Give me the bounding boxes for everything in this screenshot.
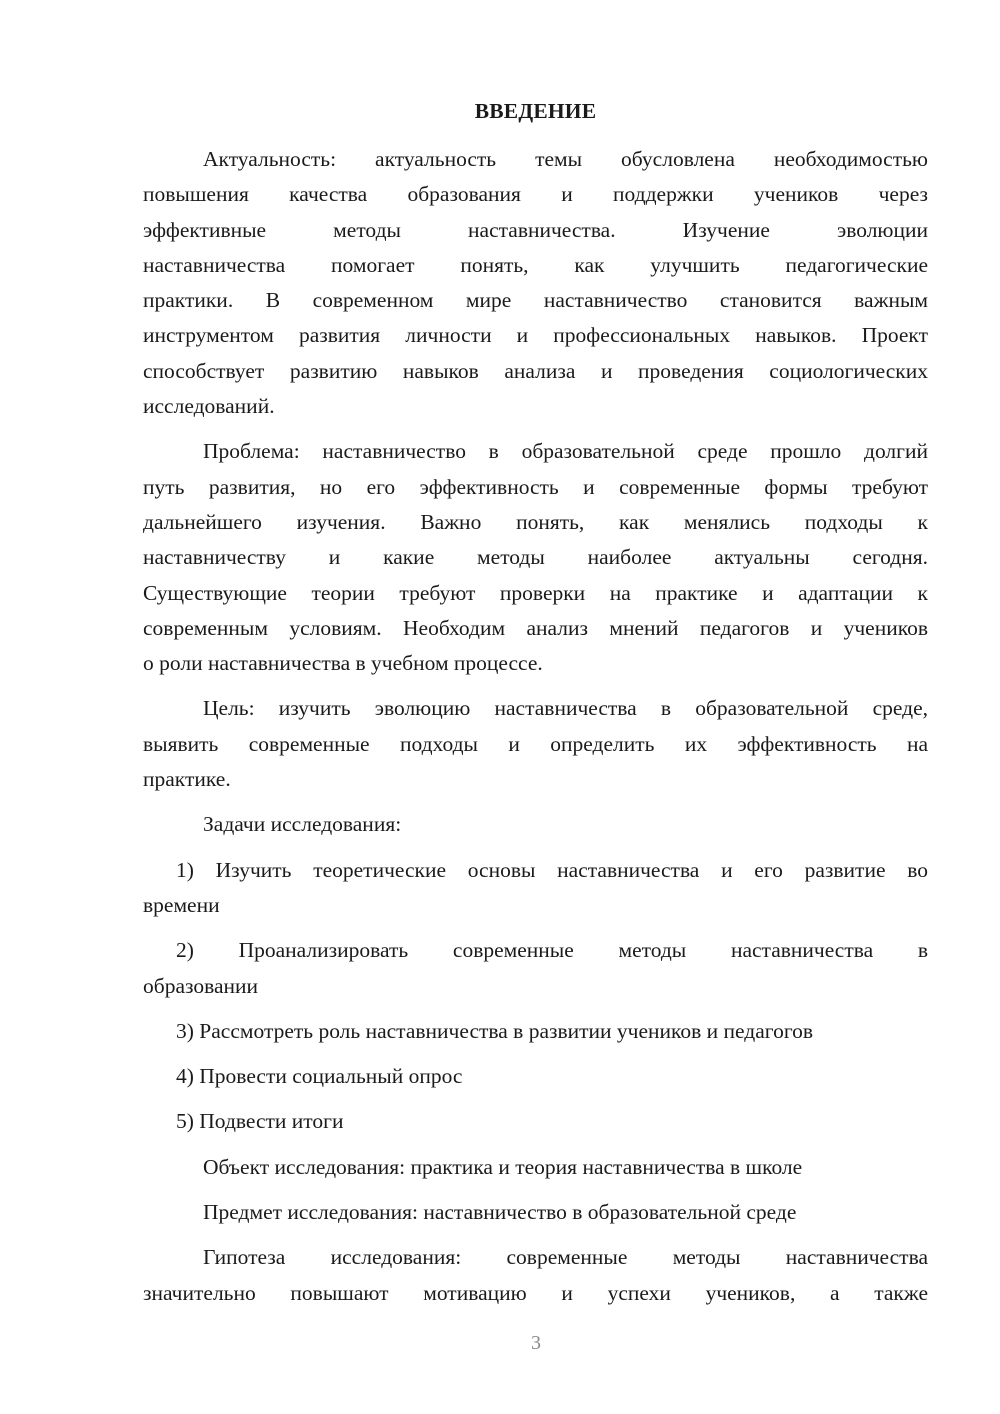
- task-item: [143, 933, 928, 1004]
- hypothesis-paragraph: [143, 1240, 928, 1311]
- problem-paragraph: [143, 434, 928, 681]
- subject-paragraph: [143, 1195, 928, 1230]
- paragraph-line: Существующие теории требуют проверки на практике и адаптации к: [143, 580, 928, 605]
- paragraph-line: инструментом развития личности и профессиональных навыков. Проект: [143, 323, 928, 348]
- paragraph-line: практики. В современном мире наставничество становится важным: [143, 288, 928, 313]
- task-line: 1) Изучить теоретические основы наставничества и его развитие во: [176, 857, 928, 882]
- paragraph-line: способствует развитию навыков анализа и проведения социологических: [143, 358, 928, 383]
- task-item: [143, 1104, 928, 1139]
- task-line: 3) Рассмотреть роль наставничества в развитии учеников и педагогов: [176, 1018, 814, 1043]
- task-line: образовании: [143, 973, 259, 998]
- research-subject: Предмет исследования: наставничество в образовательной среде: [203, 1200, 797, 1225]
- paragraph-line: наставничества помогает понять, как улучшить педагогические: [143, 252, 928, 277]
- task-line: времени: [143, 892, 220, 917]
- task-item: [143, 853, 928, 924]
- paragraph-line: исследований.: [143, 394, 275, 419]
- task-line: 5) Подвести итоги: [176, 1109, 344, 1134]
- paragraph-line: значительно повышают мотивацию и успехи учеников, а также: [143, 1280, 928, 1305]
- paragraph-line: современным условиям. Необходим анализ мнений педагогов и учеников: [143, 615, 928, 640]
- paragraph-line: повышения качества образования и поддержки учеников через: [143, 182, 928, 207]
- research-object: Объект исследования: практика и теория наставничества в школе: [203, 1154, 803, 1179]
- tasks-heading-paragraph: [143, 807, 928, 842]
- paragraph-line: эффективные методы наставничества. Изучение эволюции: [143, 217, 928, 242]
- task-line: 4) Провести социальный опрос: [176, 1064, 463, 1089]
- paragraph-line: наставничеству и какие методы наиболее актуальны сегодня.: [143, 545, 928, 570]
- paragraph-line: о роли наставничества в учебном процессе.: [143, 651, 543, 676]
- paragraph-line: выявить современные подходы и определить их эффективность на: [143, 731, 928, 756]
- page-number: 3: [531, 1332, 541, 1354]
- paragraph-line: Актуальность: актуальность темы обусловлена необходимостью: [203, 147, 928, 171]
- relevance-paragraph: [143, 142, 928, 424]
- task-item: [143, 1014, 928, 1049]
- goal-paragraph: [143, 691, 928, 797]
- paragraph-line: Гипотеза исследования: современные методы наставничества: [203, 1245, 928, 1270]
- tasks-heading: Задачи исследования:: [203, 812, 402, 837]
- paragraph-line: Цель: изучить эволюцию наставничества в образовательной среде,: [203, 696, 928, 721]
- task-line: 2) Проанализировать современные методы наставничества в: [176, 938, 928, 963]
- task-item: [143, 1059, 928, 1094]
- paragraph-line: Проблема: наставничество в образовательной среде прошло долгий: [203, 439, 928, 464]
- paragraph-line: путь развития, но его эффективность и современные формы требуют: [143, 474, 928, 499]
- paragraph-line: практике.: [143, 767, 231, 792]
- section-title: ВВЕДЕНИЕ: [474, 99, 597, 123]
- object-paragraph: [143, 1150, 928, 1185]
- page-content: [143, 95, 928, 1321]
- paragraph-line: дальнейшего изучения. Важно понять, как менялись подходы к: [143, 509, 928, 534]
